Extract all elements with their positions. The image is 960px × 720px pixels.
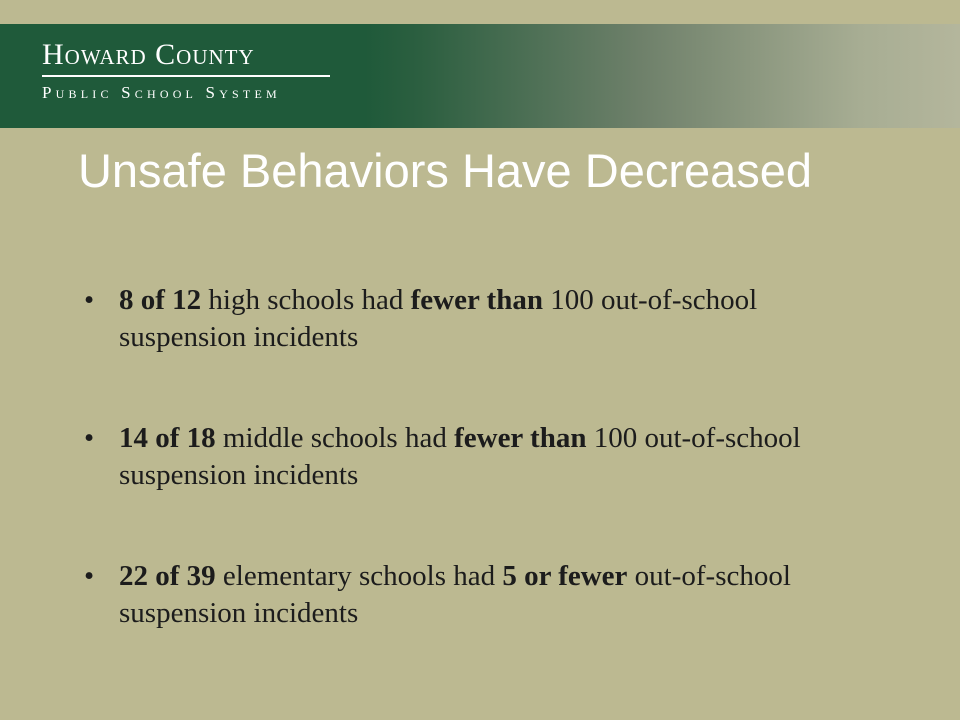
bullet-text: 100 out-of-school suspension incidents bbox=[119, 422, 801, 491]
logo-title: Howard County bbox=[42, 38, 255, 71]
logo-subtitle: Public School System bbox=[42, 83, 281, 102]
bullet-qualifier: 5 or fewer bbox=[502, 560, 628, 592]
bullet-text: high schools had bbox=[201, 284, 411, 316]
bullet-text: elementary schools had bbox=[215, 560, 503, 592]
bullet-dot-icon: • bbox=[84, 560, 95, 592]
bullet-qualifier: fewer than bbox=[410, 284, 543, 316]
bullet-item bbox=[84, 558, 844, 632]
bullet-count: 8 of 12 bbox=[119, 284, 202, 316]
slide-title: Unsafe Behaviors Have Decreased bbox=[77, 144, 813, 197]
bullet-text: out-of-school suspension incidents bbox=[119, 560, 791, 629]
bullet-text: middle schools had bbox=[215, 422, 455, 454]
logo-divider bbox=[42, 75, 330, 77]
bullet-dot-icon: • bbox=[84, 422, 95, 454]
bullet-item bbox=[84, 420, 844, 494]
bullet-qualifier: fewer than bbox=[454, 422, 587, 454]
bullet-item bbox=[84, 282, 844, 356]
bullet-count: 14 of 18 bbox=[119, 422, 216, 454]
bullet-list bbox=[84, 282, 844, 696]
bullet-text: 100 out-of-school suspension incidents bbox=[119, 284, 758, 353]
bullet-count: 22 of 39 bbox=[119, 560, 216, 592]
bullet-dot-icon: • bbox=[84, 284, 95, 316]
